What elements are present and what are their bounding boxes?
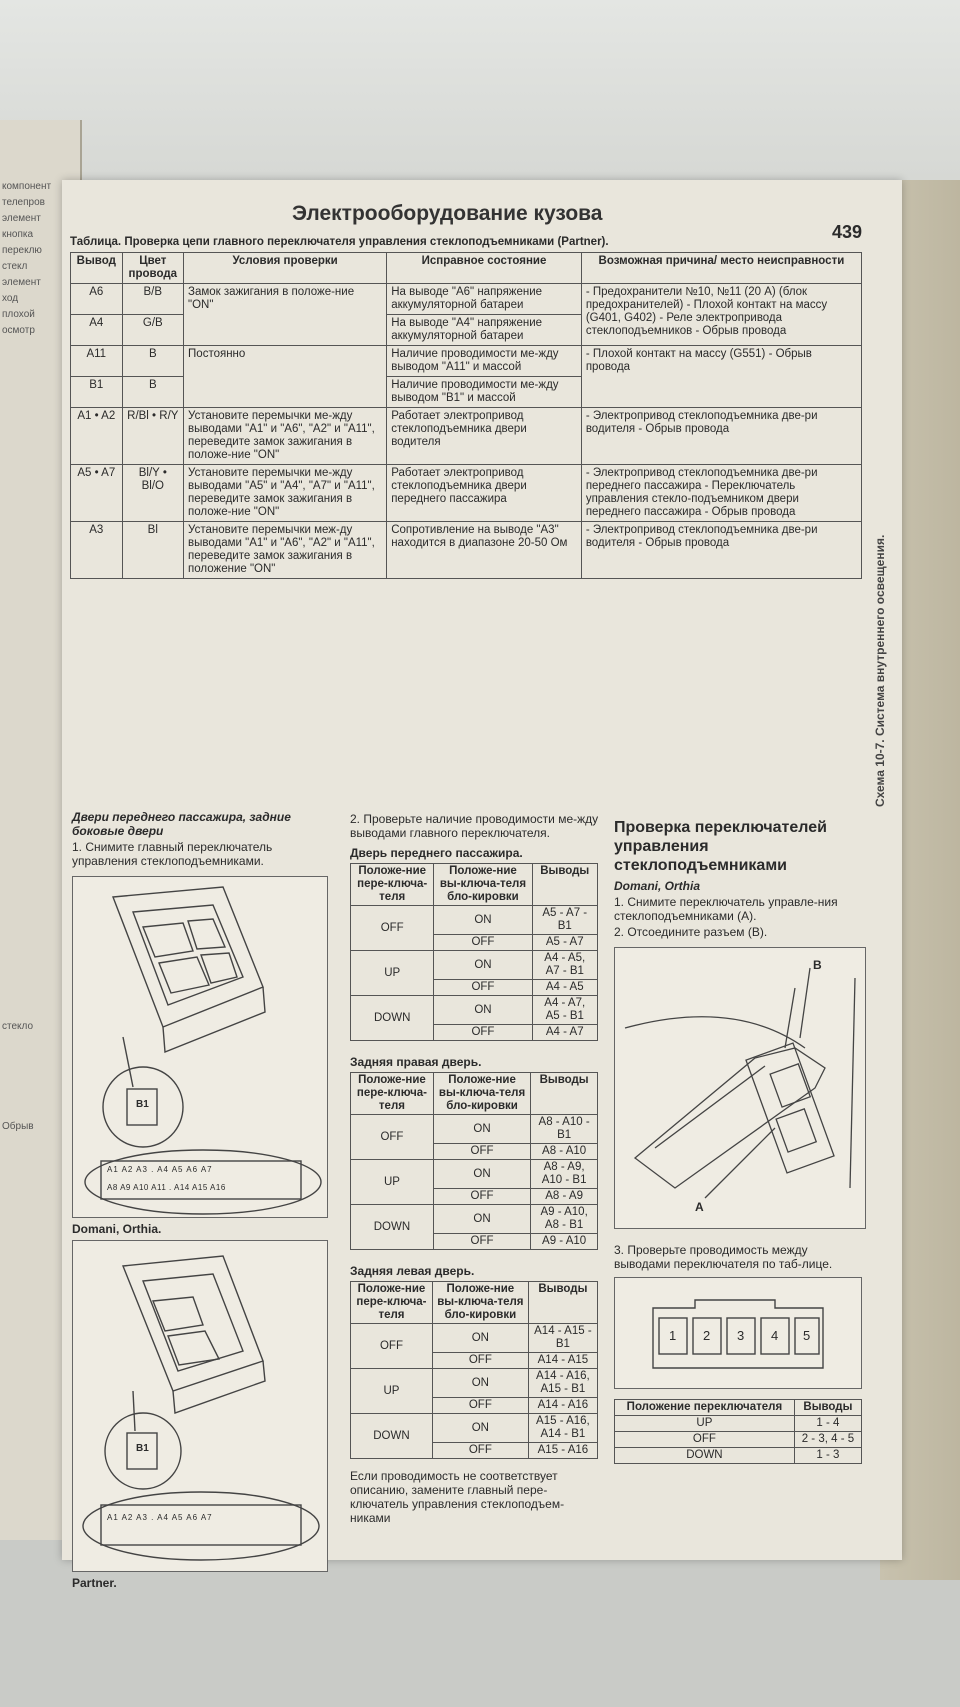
- switch-position: OFF: [351, 906, 434, 951]
- left-page-fragment: Обрыв: [2, 1121, 34, 1132]
- terminals: A14 - A15 - B1: [528, 1324, 597, 1353]
- pin-row-top: A1 A2 A3 . A4 A5 A6 A7: [107, 1513, 213, 1522]
- table-row: [351, 1205, 598, 1234]
- condition-cell: Установите перемычки меж-ду выводами "A1" и "A6", "A2" и "A11", переведите замок зажигания в положение "ON": [184, 522, 387, 579]
- lock-position: OFF: [434, 1025, 532, 1041]
- table-row: [71, 465, 862, 522]
- terminal-table-rear-right: [350, 1072, 598, 1250]
- left-page-fragment: телепров: [2, 197, 45, 208]
- step-text: 2. Проверьте наличие проводимости ме-жду выводами главного переключателя.: [350, 812, 599, 840]
- lock-position: ON: [432, 1324, 528, 1353]
- ok-state-cell: Наличие проводимости ме-жду выводом "B1" и массой: [387, 377, 582, 408]
- left-column: [72, 810, 332, 1594]
- lock-position: ON: [432, 1369, 528, 1398]
- left-page-fragment: переклю: [2, 245, 42, 256]
- lock-position: ON: [433, 1115, 530, 1144]
- wire-color-cell: B: [122, 346, 183, 377]
- left-page-fragment: плохой: [2, 309, 35, 320]
- lock-position: OFF: [433, 1234, 530, 1250]
- pin-cell: A5 • A7: [71, 465, 123, 522]
- step-text: 2. Отсоедините разъем (B).: [614, 925, 768, 939]
- pin-cell: A11: [71, 346, 123, 377]
- ok-state-cell: На выводе "A6" напряжение аккумуляторной батареи: [387, 284, 582, 315]
- table-row: [351, 951, 598, 980]
- table-row: [351, 1324, 598, 1353]
- col-header: Выводы: [531, 1073, 598, 1115]
- section-heading: Двери переднего пассажира, задние боковые двери: [72, 810, 291, 838]
- terminals: A14 - A15: [528, 1353, 597, 1369]
- switch-position: OFF: [615, 1432, 795, 1448]
- pin-number: 2: [703, 1328, 711, 1343]
- lock-position: OFF: [432, 1353, 528, 1369]
- left-page-fragment: ход: [2, 293, 19, 304]
- switch-position: DOWN: [351, 1205, 434, 1250]
- door-switch-figure: [614, 947, 866, 1229]
- ok-state-cell: Наличие проводимости ме-жду выводом "A11" и массой: [387, 346, 582, 377]
- pin-cell: B1: [71, 377, 123, 408]
- table-header: Исправное состояние: [387, 253, 582, 284]
- lock-position: ON: [434, 996, 532, 1025]
- pin-cell: A1 • A2: [71, 408, 123, 465]
- step-text: 3. Проверьте проводимость между выводами переключателя по таб-лице.: [614, 1243, 833, 1271]
- switch-position: DOWN: [351, 996, 434, 1041]
- table-header: Вывод: [71, 253, 123, 284]
- left-page-fragment: компонент: [2, 181, 52, 192]
- step-text: 1. Снимите переключатель управле-ния стеклоподъемниками (A).: [614, 895, 838, 923]
- terminals: A8 - A9: [531, 1189, 598, 1205]
- ok-state-cell: Работает электропривод стеклоподъемника двери водителя: [387, 408, 582, 465]
- wire-color-cell: R/Bl • R/Y: [122, 408, 183, 465]
- left-page-fragment: стекло: [2, 1021, 34, 1032]
- switch-figure-partner: [72, 1240, 328, 1572]
- lock-position: OFF: [433, 1189, 530, 1205]
- col-header: Положе-ние вы-ключа-теля бло-кировки: [432, 1282, 528, 1324]
- pin-number: 3: [737, 1328, 745, 1343]
- col-header: Выводы: [532, 864, 598, 906]
- table-header: Условия проверки: [184, 253, 387, 284]
- switch-position: UP: [351, 951, 434, 996]
- pin-number: 4: [771, 1328, 779, 1343]
- lock-position: ON: [434, 906, 532, 935]
- terminals: 1 - 3: [794, 1448, 861, 1464]
- left-page-fragment: осмотр: [2, 325, 35, 336]
- cause-cell: - Электропривод стеклоподъемника две-ри водителя - Обрыв провода: [581, 522, 861, 579]
- condition-cell: Замок зажигания в положе-ние "ON": [184, 284, 387, 346]
- wire-color-cell: Bl: [122, 522, 183, 579]
- switch-position: OFF: [351, 1115, 434, 1160]
- models-label: Domani, Orthia: [614, 879, 701, 893]
- table-row: [351, 996, 598, 1025]
- subtable-title: Дверь переднего пассажира.: [350, 846, 523, 860]
- figure-caption: Partner.: [72, 1576, 117, 1590]
- pin-cell: A4: [71, 315, 123, 346]
- terminals: A14 - A16, A15 - B1: [528, 1369, 597, 1398]
- switch-position: UP: [351, 1160, 434, 1205]
- switch-position: UP: [615, 1416, 795, 1432]
- terminals: A4 - A7, A5 - B1: [532, 996, 598, 1025]
- right-column: [614, 818, 864, 1464]
- table-row: [71, 346, 862, 377]
- table-row: [351, 1369, 598, 1398]
- table-row: [351, 1160, 598, 1189]
- col-header: Положение переключателя: [615, 1400, 795, 1416]
- terminals: A4 - A5, A7 - B1: [532, 951, 598, 980]
- switch-position: UP: [351, 1369, 433, 1414]
- left-page-fragment: элемент: [2, 213, 41, 224]
- table-row: [615, 1448, 862, 1464]
- pin-number: 5: [803, 1328, 811, 1343]
- lock-position: OFF: [432, 1398, 528, 1414]
- table-header: Цвет провода: [122, 253, 183, 284]
- side-note-text: Схема 10-7. Система внутреннего освещения.: [873, 534, 887, 807]
- door-switch-drawing: [615, 948, 865, 1228]
- terminals: A14 - A16: [528, 1398, 597, 1414]
- lock-position: ON: [434, 951, 532, 980]
- table-row: [351, 1115, 598, 1144]
- table-caption: Таблица. Проверка цепи главного переключателя управления стеклоподъемниками (Partner).: [70, 236, 609, 248]
- terminals: 2 - 3, 4 - 5: [794, 1432, 861, 1448]
- label-b: B: [813, 958, 822, 972]
- side-note: [860, 420, 890, 820]
- table-header-row: [71, 253, 862, 284]
- connector-figure: [614, 1277, 862, 1389]
- figure-caption: Domani, Orthia.: [72, 1222, 162, 1236]
- wire-color-cell: Bl/Y • Bl/O: [122, 465, 183, 522]
- condition-cell: Установите перемычки ме-жду выводами "A5" и "A4", "A7" и "A11", переведите замок зажигания в положе-ние "ON": [184, 465, 387, 522]
- switch-position: OFF: [351, 1324, 433, 1369]
- cause-cell: - Электропривод стеклоподъемника две-ри водителя - Обрыв провода: [581, 408, 861, 465]
- left-page-fragment: стекл: [2, 261, 28, 272]
- pin-cell: A3: [71, 522, 123, 579]
- terminals: A5 - A7: [532, 935, 598, 951]
- cause-cell: - Предохранители №10, №11 (20 А) (блок предохранителей) - Плохой контакт на массу (G401, G402) - Реле электропривода стеклоподъемников - Обрыв провода: [581, 284, 861, 346]
- table-row: [71, 408, 862, 465]
- terminals: A4 - A7: [532, 1025, 598, 1041]
- lock-position: OFF: [434, 935, 532, 951]
- lock-position: OFF: [434, 980, 532, 996]
- pin-number: 1: [669, 1328, 677, 1343]
- col-header: Положе-ние вы-ключа-теля бло-кировки: [433, 1073, 530, 1115]
- table-row: [615, 1432, 862, 1448]
- left-page-fragment: кнопка: [2, 229, 34, 240]
- table-header: Возможная причина/ место неисправности: [581, 253, 861, 284]
- switch-position: DOWN: [351, 1414, 433, 1459]
- lock-position: ON: [433, 1205, 530, 1234]
- lock-position: OFF: [432, 1443, 528, 1459]
- pin-cell: A6: [71, 284, 123, 315]
- table-row: [351, 1414, 598, 1443]
- connector-table: [614, 1399, 862, 1464]
- note-text: Если проводимость не соответствует описанию, замените главный пере-ключатель управления стеклоподъем-никами: [350, 1469, 565, 1525]
- col-header: Положе-ние вы-ключа-теля бло-кировки: [434, 864, 532, 906]
- page-header: Электрооборудование кузова: [292, 202, 603, 225]
- terminals: A15 - A16, A14 - B1: [528, 1414, 597, 1443]
- pin-row-top: A1 A2 A3 . A4 A5 A6 A7: [107, 1165, 213, 1174]
- terminals: A15 - A16: [528, 1443, 597, 1459]
- subtable-title: Задняя левая дверь.: [350, 1264, 475, 1278]
- lock-position: OFF: [433, 1144, 530, 1160]
- b1-label: B1: [136, 1099, 149, 1110]
- wire-color-cell: B: [122, 377, 183, 408]
- condition-cell: Установите перемычки ме-жду выводами "A1" и "A6", "A2" и "A11", переведите замок зажигания в положе-ние "ON": [184, 408, 387, 465]
- terminals: A9 - A10, A8 - B1: [531, 1205, 598, 1234]
- step-text: 1. Снимите главный переключатель управления стеклоподъемниками.: [72, 840, 273, 868]
- terminals: A8 - A10 - B1: [531, 1115, 598, 1144]
- col-header: Выводы: [528, 1282, 597, 1324]
- cause-cell: - Плохой контакт на массу (G551) - Обрыв провода: [581, 346, 861, 408]
- col-header: Выводы: [794, 1400, 861, 1416]
- switch-position: DOWN: [615, 1448, 795, 1464]
- label-a: A: [695, 1200, 704, 1214]
- section-heading: Проверка переключателей управления стеклоподъемниками: [614, 819, 827, 874]
- terminals: A5 - A7 - B1: [532, 906, 598, 935]
- pin-row-bottom: A8 A9 A10 A11 . A14 A15 A16: [107, 1183, 226, 1192]
- middle-column: [350, 810, 602, 1527]
- table-row: [351, 906, 598, 935]
- col-header: Положе-ние пере-ключа-теля: [351, 864, 434, 906]
- terminals: A8 - A9, A10 - B1: [531, 1160, 598, 1189]
- terminal-table-front-passenger: [350, 863, 598, 1041]
- ok-state-cell: Работает электропривод стеклоподъемника двери переднего пассажира: [387, 465, 582, 522]
- cause-cell: - Электропривод стеклоподъемника две-ри переднего пассажира - Переключатель управления стекло-подъемником двери переднего пассажира - Обрыв провода: [581, 465, 861, 522]
- terminals: A8 - A10: [531, 1144, 598, 1160]
- lock-position: ON: [432, 1414, 528, 1443]
- table-row: [71, 284, 862, 315]
- col-header: Положе-ние пере-ключа-теля: [351, 1282, 433, 1324]
- wire-color-cell: B/B: [122, 284, 183, 315]
- main-table: [70, 252, 862, 579]
- left-page-fragment: элемент: [2, 277, 41, 288]
- lock-position: ON: [433, 1160, 530, 1189]
- condition-cell: Постоянно: [184, 346, 387, 408]
- terminals: 1 - 4: [794, 1416, 861, 1432]
- ok-state-cell: На выводе "A4" напряжение аккумуляторной батареи: [387, 315, 582, 346]
- col-header: Положе-ние пере-ключа-теля: [351, 1073, 434, 1115]
- book-page: [62, 180, 902, 1590]
- terminal-table-rear-left: [350, 1281, 598, 1459]
- table-row: [71, 522, 862, 579]
- b1-label: B1: [136, 1443, 149, 1454]
- terminals: A9 - A10: [531, 1234, 598, 1250]
- ok-state-cell: Сопротивление на выводе "A3" находится в диапазоне 20-50 Ом: [387, 522, 582, 579]
- table-row: [615, 1416, 862, 1432]
- terminals: A4 - A5: [532, 980, 598, 996]
- switch-figure-domani: [72, 876, 328, 1218]
- wire-color-cell: G/B: [122, 315, 183, 346]
- subtable-title: Задняя правая дверь.: [350, 1055, 482, 1069]
- page-number: 439: [832, 222, 863, 242]
